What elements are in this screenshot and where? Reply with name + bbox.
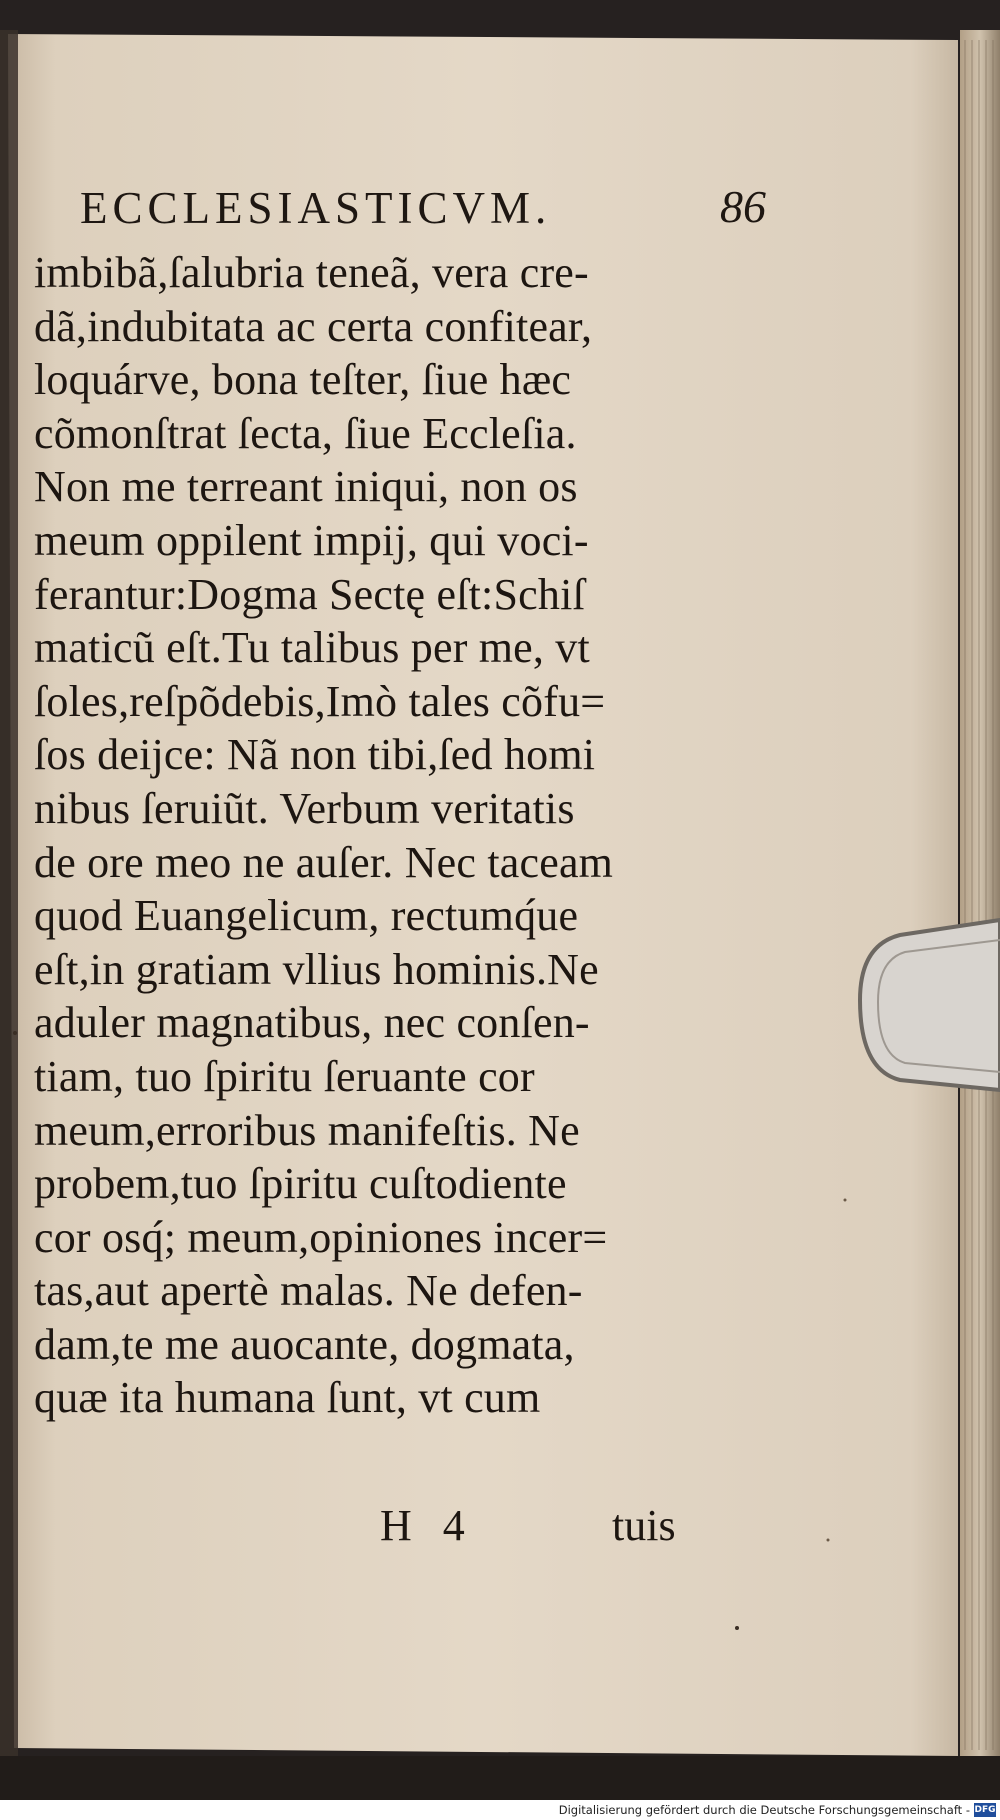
text-line: cõmonſtrat ſecta, ſiue Eccleſia. — [34, 408, 577, 458]
text-line: ferantur:Dogma Sectę eſt:Schiſ — [34, 569, 585, 619]
text-line: loquárve, bona teſter, ſiue hæc — [34, 355, 572, 405]
text-line: Non me terreant iniqui, non os — [34, 462, 578, 512]
text-line: maticũ eſt.Tu talibus per me, vt — [34, 623, 590, 673]
page-footer — [0, 1500, 1000, 1560]
text-line: meum oppilent impij, qui voci- — [34, 515, 589, 565]
text-line: meum,erroribus manifeſtis. Ne — [34, 1105, 580, 1155]
catchword: tuis — [612, 1501, 676, 1550]
body-text — [34, 246, 714, 1425]
page-header — [80, 182, 800, 246]
text-line: cor osq́; meum,opiniones incer= — [34, 1212, 608, 1262]
running-head: ECCLESIASTICVM. — [80, 183, 552, 233]
page-number: 86 — [720, 181, 766, 232]
text-line: imbibã,ſalubria teneã, vera cre- — [34, 248, 589, 297]
text-line: probem,tuo ſpiritu cuſtodiente — [34, 1159, 567, 1209]
text-line: nibus ſeruiũt. Verbum veritatis — [34, 783, 575, 833]
text-line: dam,te me auocante, dogmata, — [34, 1319, 575, 1369]
text-line: quæ ita humana ſunt, vt cum — [34, 1373, 541, 1423]
text-line: de ore meo ne auſer. Nec taceam — [34, 837, 614, 887]
text-line: ſoles,reſpõdebis,Imò tales cõfu= — [34, 676, 606, 726]
dfg-logo: DFG — [974, 1805, 996, 1815]
credit-bar — [0, 1800, 1000, 1820]
text-line: eſt,in gratiam vllius hominis.Ne — [34, 944, 599, 994]
text-line: aduler magnatibus, nec conſen- — [34, 998, 590, 1048]
text-line: ſos deijce: Nã non tibi,ſed homi — [34, 730, 596, 780]
text-line: quod Euangelicum, rectumq́ue — [34, 891, 579, 941]
text-line: tas,aut apertè malas. Ne defen- — [34, 1266, 583, 1316]
text-line: dã,indubitata ac certa confitear, — [34, 301, 593, 351]
text-line: tiam, tuo ſpiritu ſeruante cor — [34, 1051, 535, 1101]
signature-mark: H 4 — [380, 1501, 475, 1550]
credit-text: Digitalisierung gefördert durch die Deutsche Forschungsgemeinschaft - — [558, 1803, 970, 1817]
